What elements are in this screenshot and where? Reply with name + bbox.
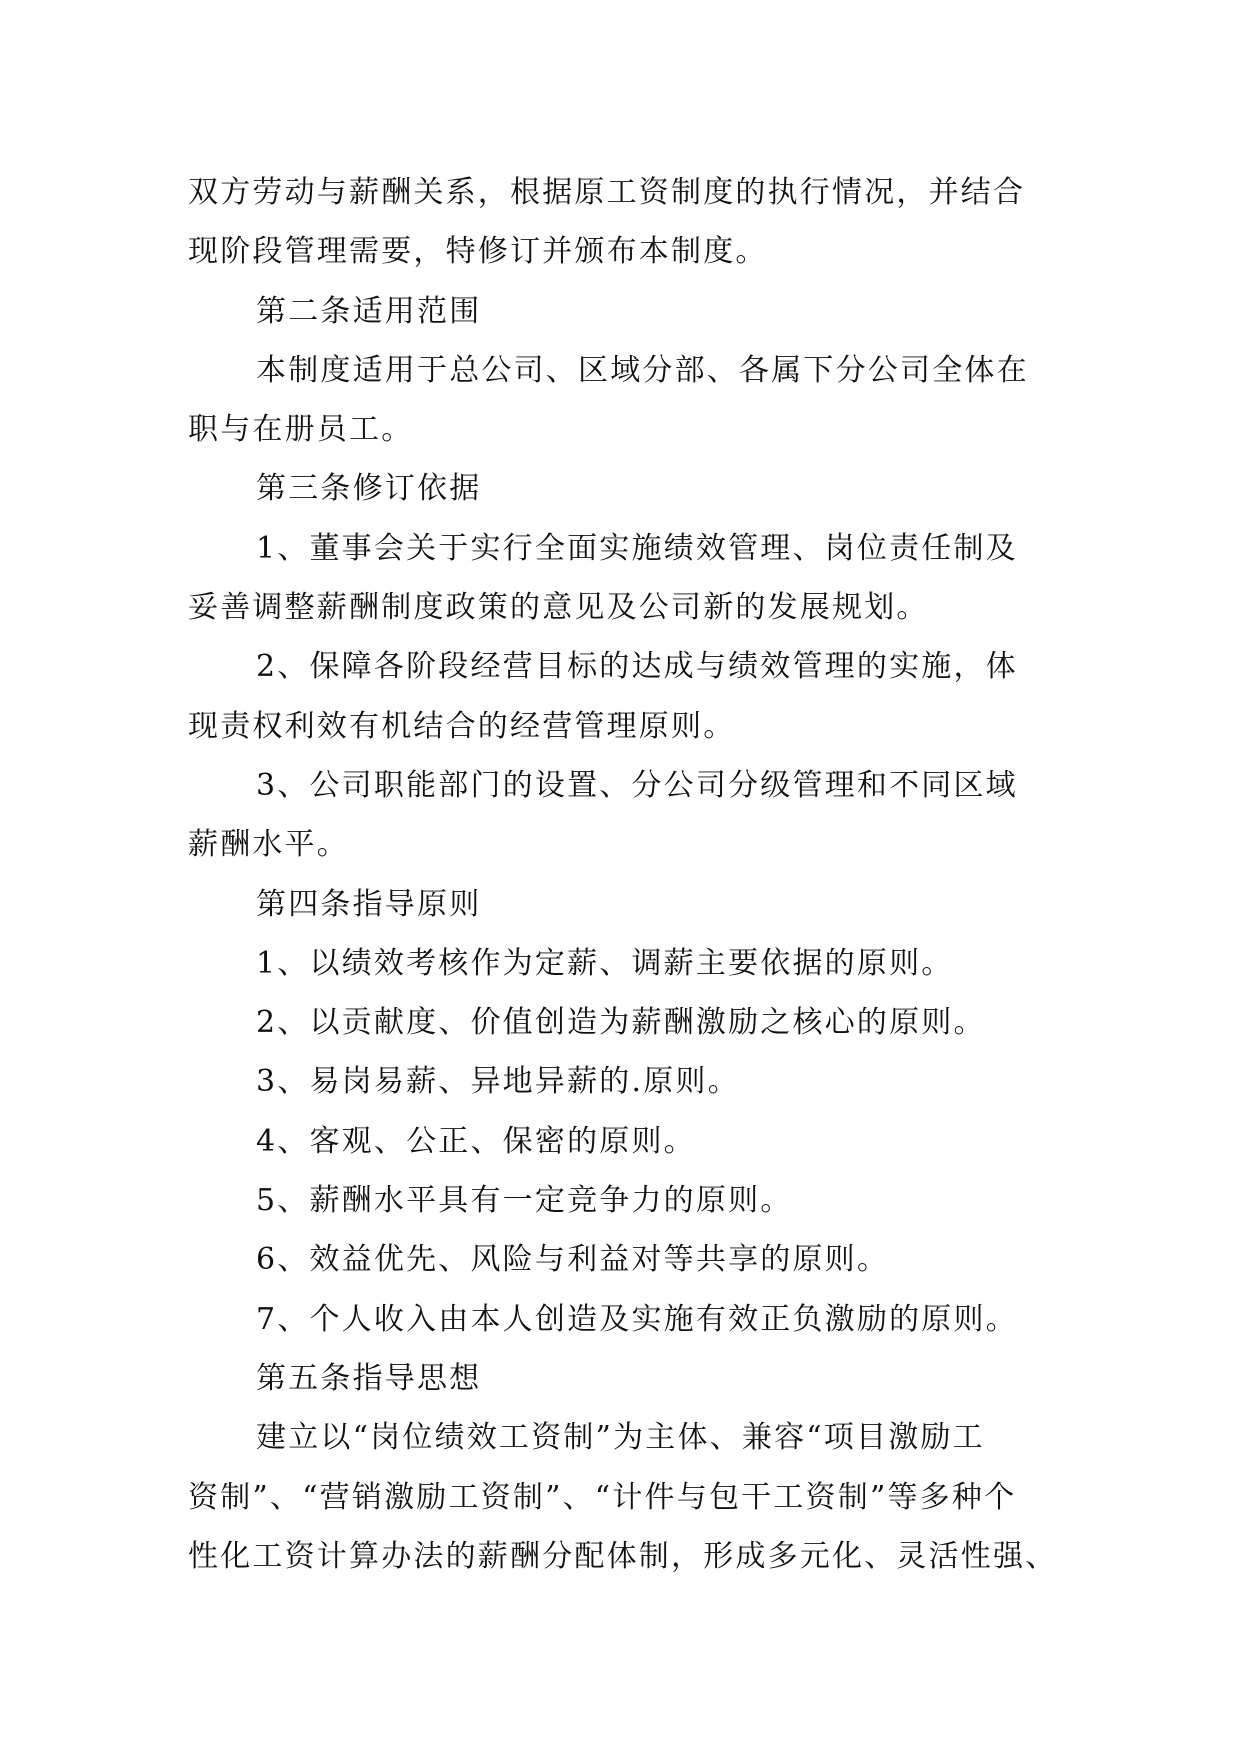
- text-line: 建立以“岗位绩效工资制”为主体、兼容“项目激励工: [256, 1420, 985, 1456]
- section-heading: 第二条适用范围: [256, 293, 482, 329]
- list-item: 1、董事会关于实行全面实施绩效管理、岗位责任制及: [256, 530, 1018, 566]
- text-line: 本制度适用于总公司、区域分部、各属下分公司全体在: [256, 352, 1029, 388]
- list-item: 2、以贡献度、价值创造为薪酬激励之核心的原则。: [256, 1005, 986, 1041]
- list-item: 4、客观、公正、保密的原则。: [256, 1123, 696, 1159]
- list-item: 5、薪酬水平具有一定竞争力的原则。: [256, 1183, 793, 1219]
- list-item: 2、保障各阶段经营目标的达成与绩效管理的实施，体: [256, 649, 1018, 685]
- section-heading: 第四条指导原则: [256, 886, 482, 922]
- list-item: 3、公司职能部门的设置、分公司分级管理和不同区域: [256, 767, 1018, 803]
- text-line: 职与在册员工。: [188, 412, 414, 448]
- document-body: [188, 163, 1068, 1586]
- section-heading: 第五条指导思想: [256, 1360, 482, 1396]
- section-heading: 第三条修订依据: [256, 471, 482, 507]
- list-item: 3、易岗易薪、异地异薪的.原则。: [256, 1064, 740, 1100]
- text-line: 薪酬水平。: [188, 827, 349, 863]
- text-line: 资制”、“营销激励工资制”、“计件与包干工资制”等多种个: [188, 1479, 1017, 1515]
- list-item: 1、以绩效考核作为定薪、调薪主要依据的原则。: [256, 945, 954, 981]
- text-line: 现责权利效有机结合的经营管理原则。: [188, 708, 736, 744]
- list-item: 7、个人收入由本人创造及实施有效正负激励的原则。: [256, 1301, 1018, 1337]
- text-line: 双方劳动与薪酬关系，根据原工资制度的执行情况，并结合: [188, 175, 1026, 210]
- list-item: 6、效益优先、风险与利益对等共享的原则。: [256, 1242, 890, 1278]
- text-line: 性化工资计算办法的薪酬分配体制，形成多元化、灵活性强、: [188, 1538, 1058, 1574]
- text-line: 现阶段管理需要，特修订并颁布本制度。: [188, 234, 768, 270]
- text-line: 妥善调整薪酬制度政策的意见及公司新的发展规划。: [188, 590, 929, 626]
